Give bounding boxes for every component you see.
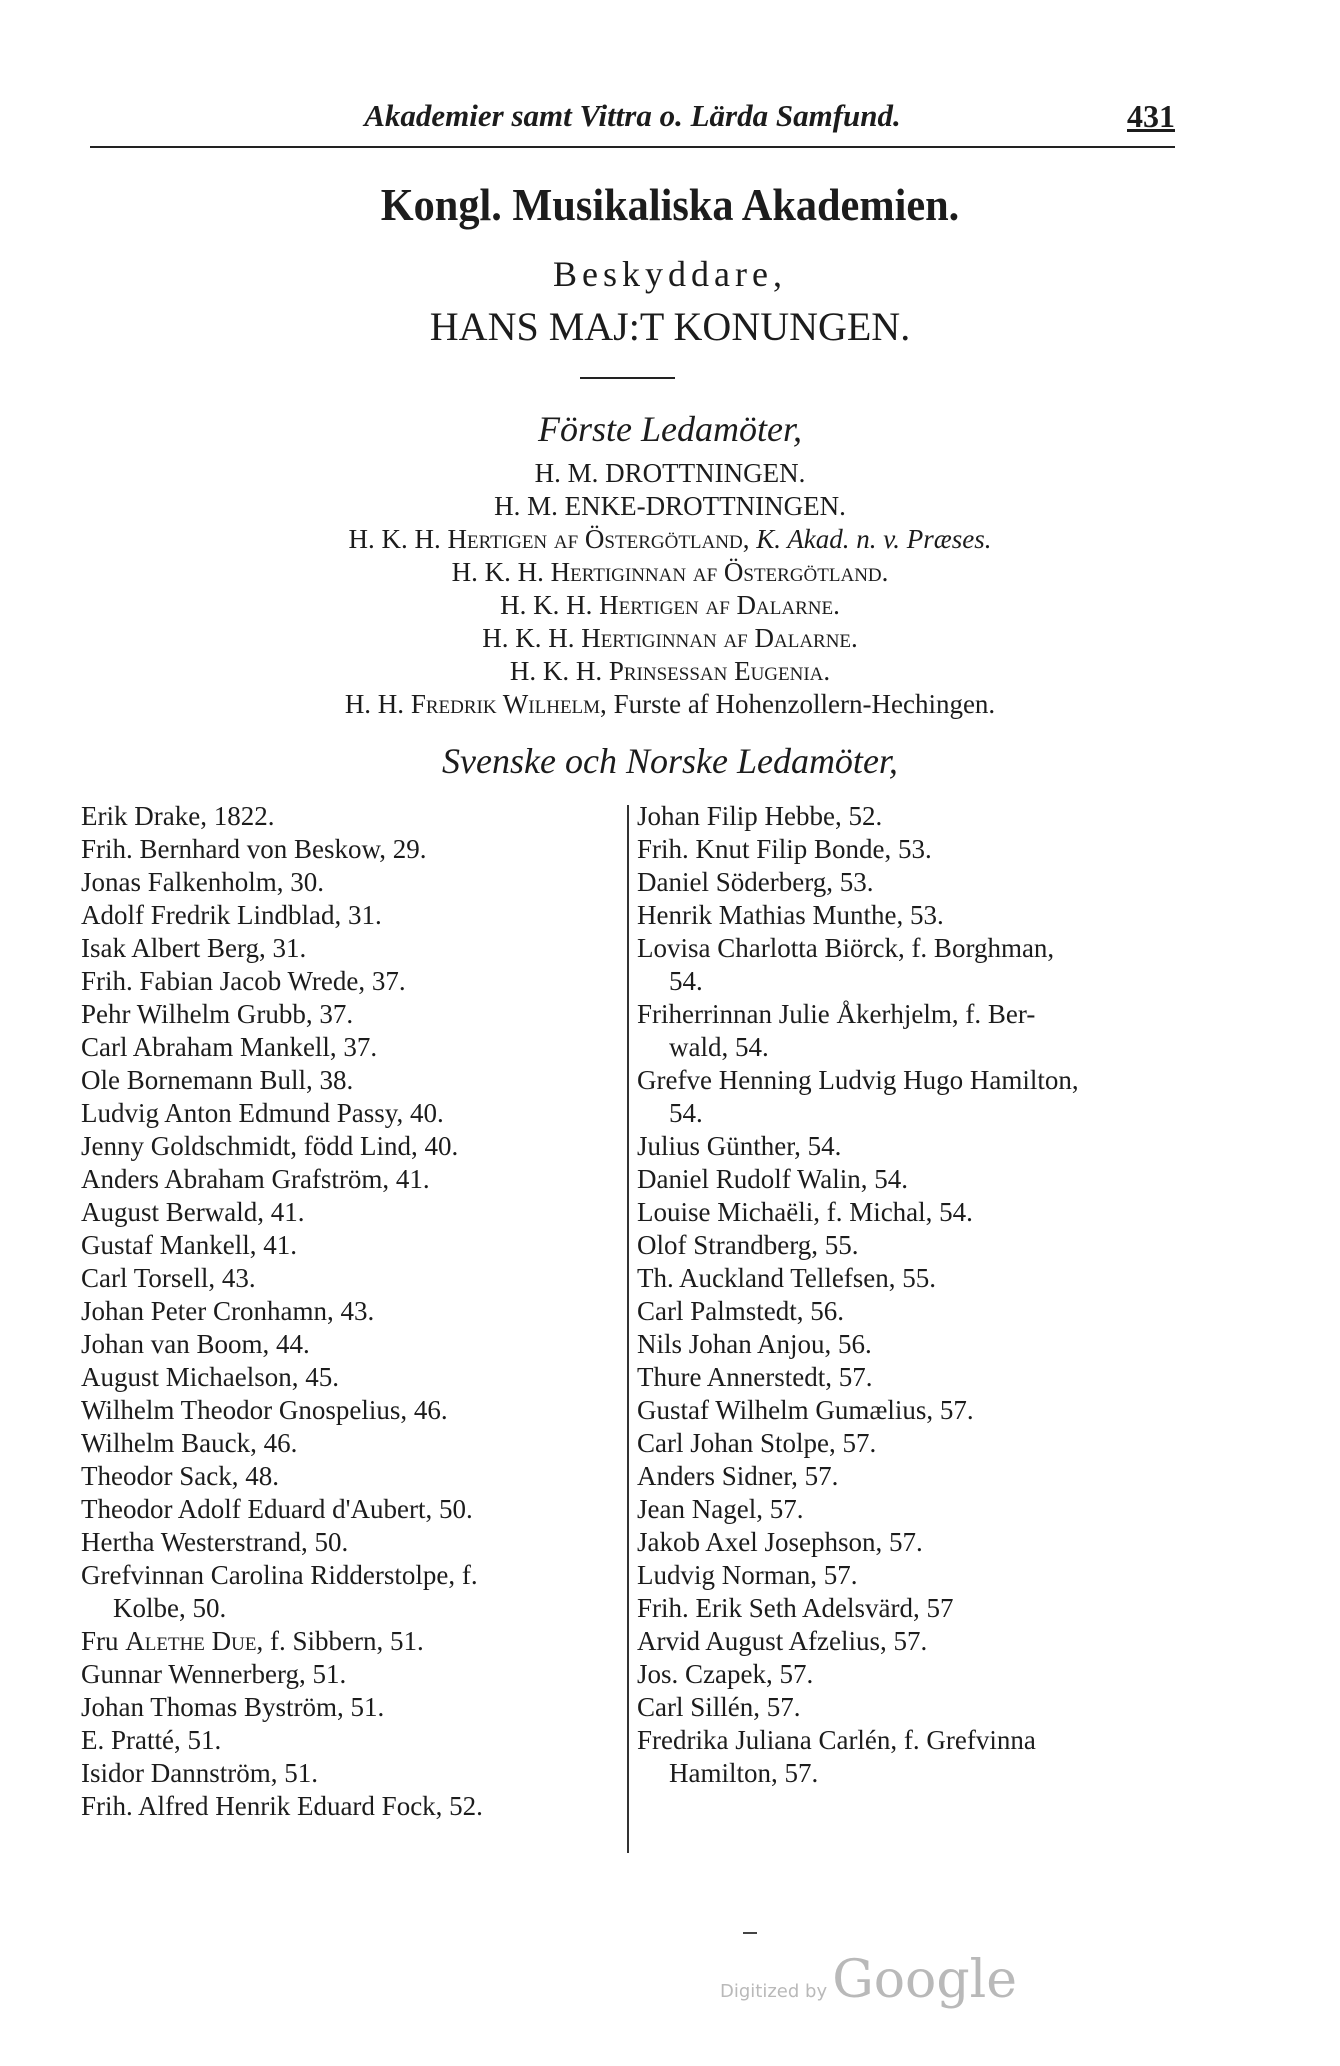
list-item: Gustaf Wilhelm Gumælius, 57.	[637, 1395, 974, 1425]
members-left-column	[81, 800, 621, 1823]
member-title: H. K. H.	[348, 524, 448, 554]
member-name: Hertigen af Östergötland,	[447, 524, 750, 554]
member-name: Hertigen af Dalarne.	[599, 590, 840, 620]
list-item-prefix: Fru	[81, 1626, 126, 1656]
list-item: Frih. Knut Filip Bonde, 53.	[637, 834, 932, 864]
footer-dash	[743, 1932, 757, 1934]
list-item: Grefvinnan Carolina Ridderstolpe, f.	[81, 1560, 478, 1590]
list-item: August Michaelson, 45.	[81, 1362, 339, 1392]
digitized-watermark	[720, 1950, 1017, 2010]
honorary-member-line	[0, 491, 1340, 522]
honorary-member-line	[0, 557, 1340, 588]
list-item: Hamilton, 57.	[669, 1758, 819, 1788]
protector-name: HANS MAJ:T KONUNGEN.	[429, 304, 911, 349]
list-item: August Berwald, 41.	[81, 1197, 305, 1227]
member-name: Prinsessan Eugenia.	[608, 656, 831, 686]
list-item: Jonas Falkenholm, 30.	[81, 867, 324, 897]
honorary-member-line	[0, 458, 1340, 489]
watermark-prefix: Digitized by	[720, 1981, 828, 2002]
list-item: E. Pratté, 51.	[81, 1725, 222, 1755]
list-item: Johan Thomas Byström, 51.	[81, 1692, 385, 1722]
list-item: Theodor Adolf Eduard d'Aubert, 50.	[81, 1494, 473, 1524]
academy-title: Kongl. Musikaliska Akademien.	[380, 179, 960, 230]
list-item: 54.	[669, 966, 703, 996]
list-item: Gustaf Mankell, 41.	[81, 1230, 297, 1260]
list-item: Olof Strandberg, 55.	[637, 1230, 859, 1260]
member-title: H. K. H.	[500, 590, 600, 620]
list-item: Anders Sidner, 57.	[637, 1461, 839, 1491]
list-item: wald, 54.	[669, 1032, 769, 1062]
member-title: H. M. DROTTNINGEN.	[534, 458, 806, 488]
list-item: Friherrinnan Julie Åkerhjelm, f. Ber-	[637, 999, 1036, 1029]
list-item-suffix: , f. Sibbern, 51.	[256, 1626, 424, 1656]
list-item: Johan van Boom, 44.	[81, 1329, 310, 1359]
list-item: Jakob Axel Josephson, 57.	[637, 1527, 923, 1557]
member-role: K. Akad. n. v. Præses.	[749, 524, 992, 554]
list-item: Julius Günther, 54.	[637, 1131, 842, 1161]
list-item: Jean Nagel, 57.	[637, 1494, 804, 1524]
list-item: Daniel Söderberg, 53.	[637, 867, 874, 897]
honorary-member-line	[0, 689, 1340, 720]
list-item: Ole Bornemann Bull, 38.	[81, 1065, 354, 1095]
list-item: Thure Annerstedt, 57.	[637, 1362, 873, 1392]
list-item: Erik Drake, 1822.	[81, 801, 275, 831]
honorary-member-line	[0, 656, 1340, 687]
column-rule	[627, 805, 629, 1853]
first-members-heading: Förste Ledamöter,	[538, 409, 802, 449]
list-item: Johan Filip Hebbe, 52.	[637, 801, 883, 831]
list-item: Adolf Fredrik Lindblad, 31.	[81, 900, 382, 930]
list-item: Arvid August Afzelius, 57.	[637, 1626, 928, 1656]
google-logo: Google	[832, 1950, 1018, 2010]
members-right-column	[637, 800, 1177, 1790]
list-item: Frih. Fabian Jacob Wrede, 37.	[81, 966, 406, 996]
swedish-norwegian-heading: Svenske och Norske Ledamöter,	[442, 741, 898, 781]
member-name: Hertiginnan af Östergötland.	[550, 557, 889, 587]
member-role: Furste af Hohenzollern-Hechingen.	[606, 689, 996, 719]
list-item: Grefve Henning Ludvig Hugo Hamilton,	[637, 1065, 1079, 1095]
list-item: Johan Peter Cronhamn, 43.	[81, 1296, 375, 1326]
list-item: Wilhelm Theodor Gnospelius, 46.	[81, 1395, 448, 1425]
list-item: Gunnar Wennerberg, 51.	[81, 1659, 347, 1689]
list-item: Louise Michaëli, f. Michal, 54.	[637, 1197, 973, 1227]
list-item: Pehr Wilhelm Grubb, 37.	[81, 999, 354, 1029]
list-item: Isak Albert Berg, 31.	[81, 933, 307, 963]
member-title: H. K. H.	[451, 557, 551, 587]
protector-label: Beskyddare,	[553, 254, 787, 294]
list-item: Anders Abraham Grafström, 41.	[81, 1164, 430, 1194]
list-item: Ludvig Anton Edmund Passy, 40.	[81, 1098, 444, 1128]
page-number: 431	[1127, 98, 1175, 134]
list-item: Th. Auckland Tellefsen, 55.	[637, 1263, 937, 1293]
list-item-name: Alethe Due	[125, 1626, 257, 1656]
list-item: Wilhelm Bauck, 46.	[81, 1428, 298, 1458]
list-item: Carl Johan Stolpe, 57.	[637, 1428, 877, 1458]
list-item: Carl Palmstedt, 56.	[637, 1296, 844, 1326]
list-item: Lovisa Charlotta Biörck, f. Borghman,	[637, 933, 1055, 963]
list-item: Jenny Goldschmidt, född Lind, 40.	[81, 1131, 459, 1161]
list-item: Ludvig Norman, 57.	[637, 1560, 858, 1590]
list-item: Carl Torsell, 43.	[81, 1263, 256, 1293]
list-item: Frih. Bernhard von Beskow, 29.	[81, 834, 427, 864]
honorary-member-line	[0, 590, 1340, 621]
honorary-member-line	[0, 524, 1340, 555]
list-item: Isidor Dannström, 51.	[81, 1758, 318, 1788]
list-item: Nils Johan Anjou, 56.	[637, 1329, 872, 1359]
member-name: Hertiginnan af Dalarne.	[581, 623, 858, 653]
running-header	[90, 98, 1175, 148]
list-item: Frih. Erik Seth Adelsvärd, 57	[637, 1593, 954, 1623]
list-item: Carl Abraham Mankell, 37.	[81, 1032, 378, 1062]
list-item: 54.	[669, 1098, 703, 1128]
member-title: H. K. H.	[509, 656, 609, 686]
honorary-member-line	[0, 623, 1340, 654]
section-divider	[580, 377, 675, 379]
list-item	[81, 1625, 621, 1658]
list-item: Hertha Westerstrand, 50.	[81, 1527, 349, 1557]
list-item: Carl Sillén, 57.	[637, 1692, 801, 1722]
list-item: Theodor Sack, 48.	[81, 1461, 279, 1491]
list-item: Frih. Alfred Henrik Eduard Fock, 52.	[81, 1791, 483, 1821]
running-title: Akademier samt Vittra o. Lärda Samfund.	[364, 98, 901, 133]
member-name: Fredrik Wilhelm,	[410, 689, 607, 719]
list-item: Jos. Czapek, 57.	[637, 1659, 814, 1689]
list-item: Henrik Mathias Munthe, 53.	[637, 900, 944, 930]
member-title: H. K. H.	[482, 623, 582, 653]
list-item: Daniel Rudolf Walin, 54.	[637, 1164, 909, 1194]
list-item: Kolbe, 50.	[113, 1593, 227, 1623]
list-item: Fredrika Juliana Carlén, f. Grefvinna	[637, 1725, 1036, 1755]
member-title: H. H.	[344, 689, 411, 719]
member-title: H. M. ENKE-DROTTNINGEN.	[494, 491, 846, 521]
